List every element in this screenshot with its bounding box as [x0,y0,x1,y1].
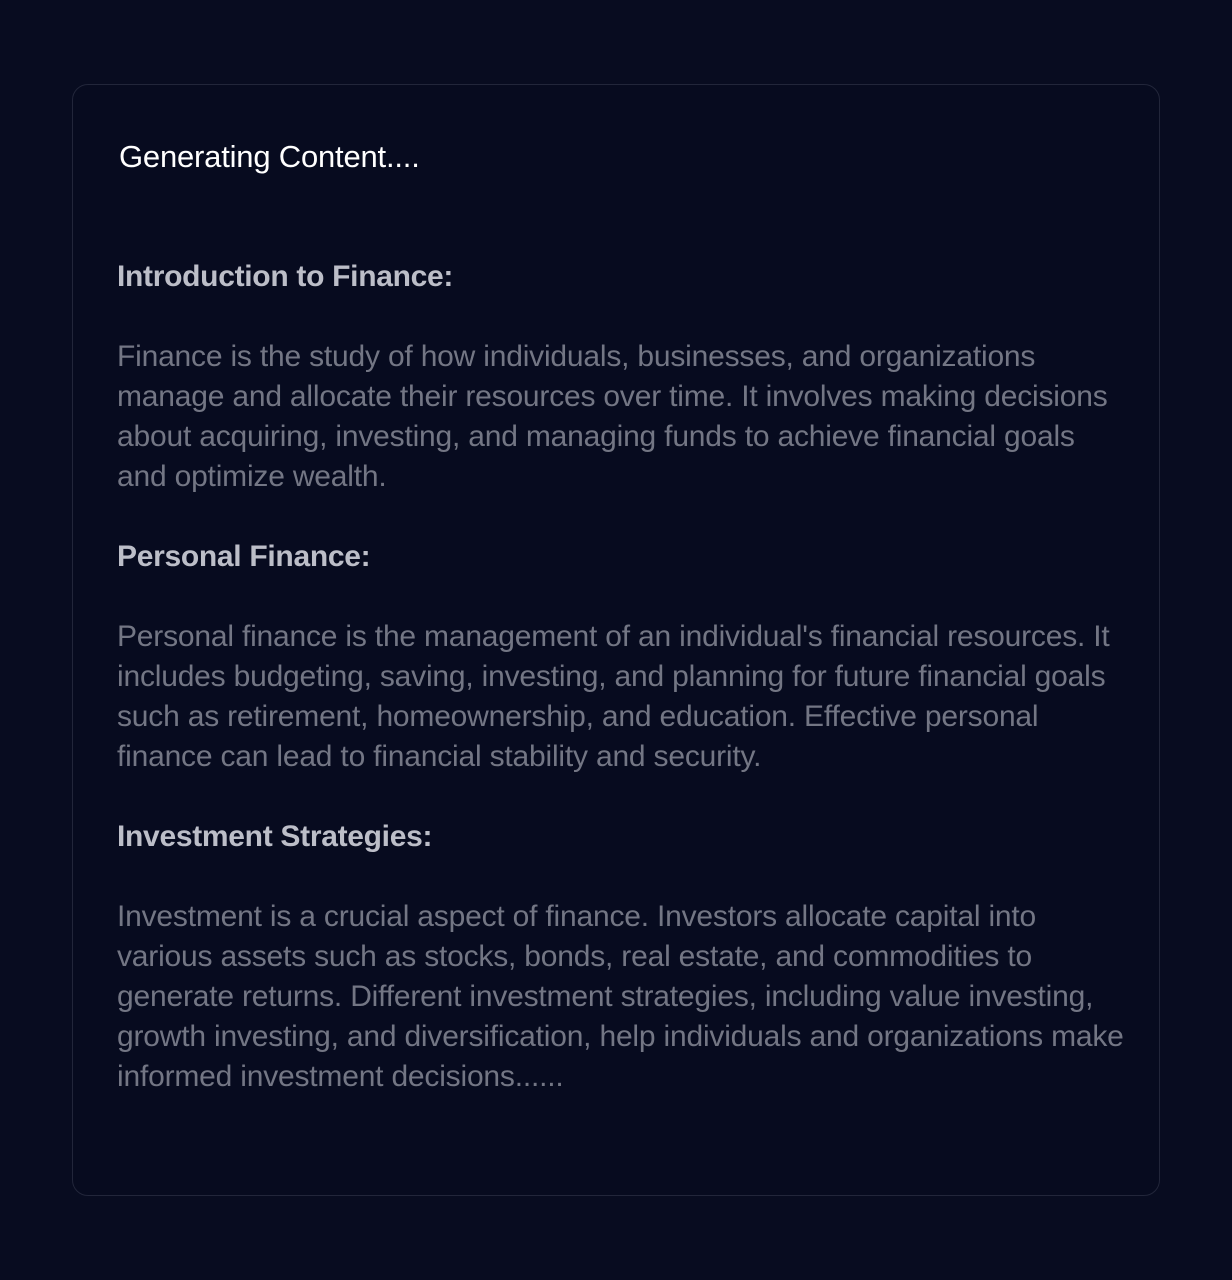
generated-content [117,257,1127,1137]
section-body-personal-finance: Personal finance is the management of an individual's financial resources. It includes budgeting, saving, investing, and planning for future financial goals such as retirement, homeownership, and education. Effective personal finance can lead to financial stability and security. [117,620,1110,773]
section-body-introduction: Finance is the study of how individuals, businesses, and organizations manage and allocate their resources over time. It involves making decisions about acquiring, investing, and managing funds to achieve financial goals and optimize wealth. [117,340,1108,493]
section-heading-personal-finance: Personal Finance: [117,540,371,573]
content-card [72,84,1160,1196]
section-heading-introduction: Introduction to Finance: [117,260,454,293]
generation-status: Generating Content.... [119,139,420,174]
section-heading-investment-strategies: Investment Strategies: [117,820,433,853]
section-body-investment-strategies: Investment is a crucial aspect of finance. Investors allocate capital into various assets such as stocks, bonds, real estate, and commodities to generate returns. Different investment strategies, including value investing, growth investing, and diversification, help individuals and organizations make informed investment decisions...... [117,900,1124,1093]
